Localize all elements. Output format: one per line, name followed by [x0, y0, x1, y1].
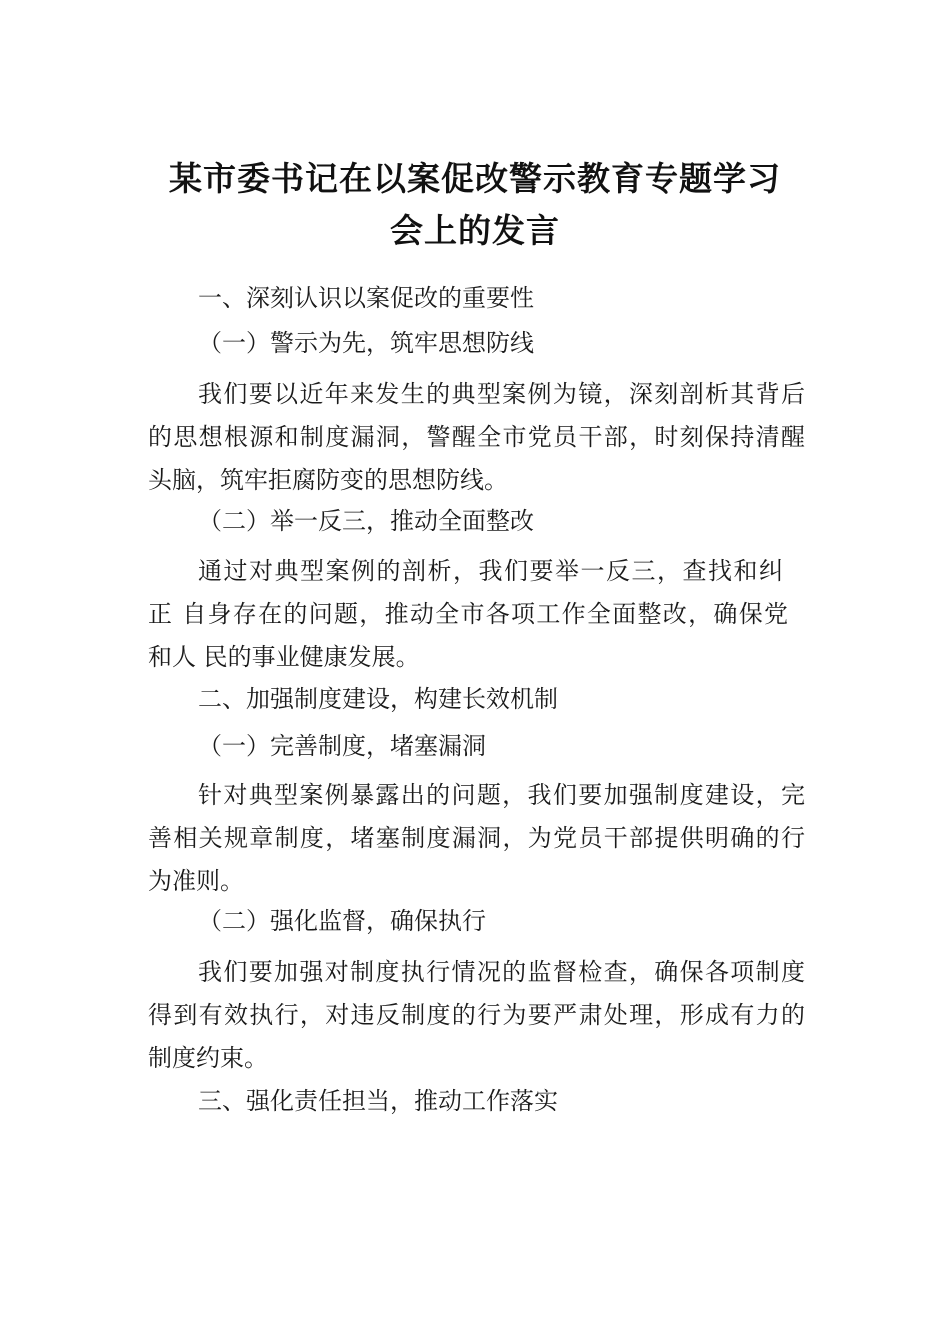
paragraph-3-line-2: 善相关规章制度，堵塞制度漏洞，为党员干部提供明确的行 — [148, 824, 805, 852]
paragraph-1-line-3: 头脑，筑牢拒腐防变的思想防线。 — [148, 466, 508, 494]
subsection-heading-1-2: （二）举一反三，推动全面整改 — [198, 507, 534, 535]
paragraph-4-line-1: 我们要加强对制度执行情况的监督检查，确保各项制度 — [198, 958, 805, 986]
document-title-line-1: 某市委书记在以案促改警示教育专题学习 — [169, 159, 781, 198]
subsection-heading-2-2: （二）强化监督，确保执行 — [198, 907, 486, 935]
section-heading-1: 一、深刻认识以案促改的重要性 — [198, 284, 534, 312]
paragraph-2-line-1: 通过对典型案例的剖析，我们要举一反三，查找和纠 — [198, 557, 783, 585]
section-heading-2: 二、加强制度建设，构建长效机制 — [198, 685, 558, 713]
paragraph-4-line-3: 制度约束。 — [148, 1044, 268, 1072]
paragraph-4-line-2: 得到有效执行，对违反制度的行为要严肃处理，形成有力的 — [148, 1001, 805, 1029]
subsection-heading-1-1: （一）警示为先，筑牢思想防线 — [198, 329, 534, 357]
document-title-line-2: 会上的发言 — [390, 211, 560, 250]
paragraph-3-line-3: 为准则。 — [148, 867, 244, 895]
paragraph-3-line-1: 针对典型案例暴露出的问题，我们要加强制度建设，完 — [198, 781, 805, 809]
paragraph-1-line-1: 我们要以近年来发生的典型案例为镜，深刻剖析其背后 — [198, 380, 805, 408]
paragraph-2-line-3: 和人 民的事业健康发展。 — [148, 643, 420, 671]
paragraph-1-line-2: 的思想根源和制度漏洞，警醒全市党员干部，时刻保持清醒 — [148, 423, 805, 451]
section-heading-3: 三、强化责任担当，推动工作落实 — [198, 1087, 558, 1115]
paragraph-2-line-2: 正 自身存在的问题，推动全市各项工作全面整改，确保党 — [148, 600, 788, 628]
subsection-heading-2-1: （一）完善制度，堵塞漏洞 — [198, 732, 486, 760]
